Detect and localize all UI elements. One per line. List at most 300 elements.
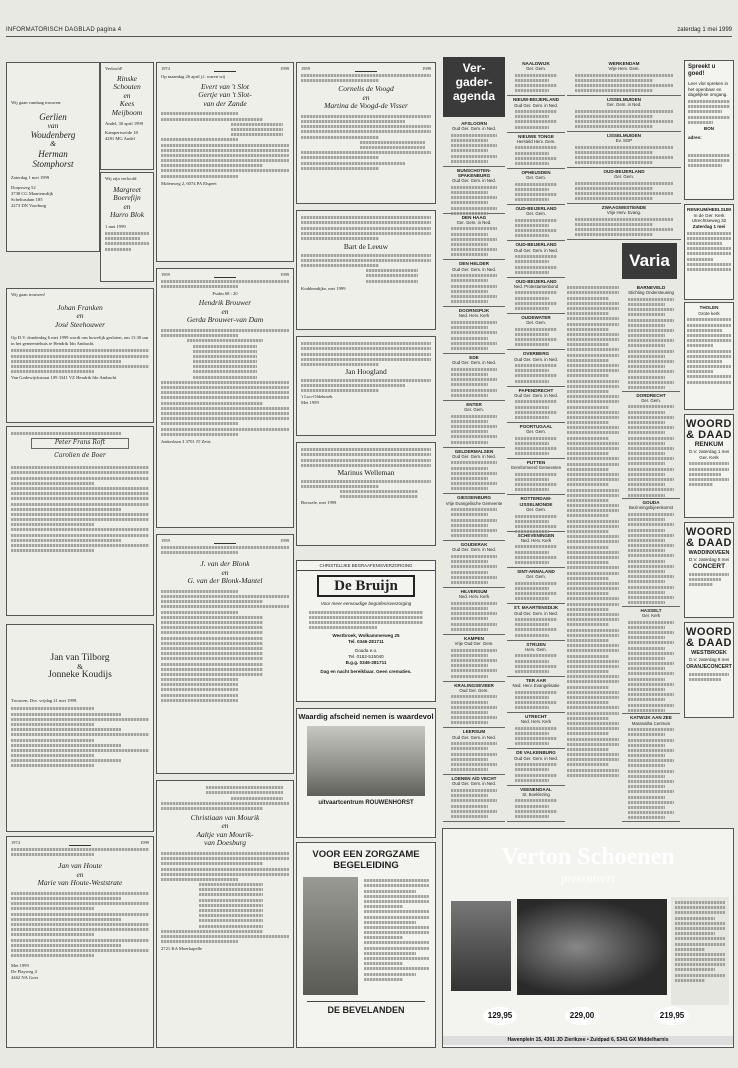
text-lines	[301, 342, 431, 366]
text-lines	[105, 232, 149, 251]
church-type: Ger. Gem. in Ned.	[606, 102, 642, 108]
text-lines	[689, 462, 729, 486]
text-lines	[688, 100, 730, 124]
church-town: STRIJEN	[526, 641, 546, 647]
church-type: Ned. Herv. Kerk	[520, 719, 552, 725]
church-listing	[567, 60, 681, 96]
church-listing	[622, 284, 680, 392]
text-lines	[515, 183, 557, 202]
ad-line: D.V. zaterdag 8 mei	[688, 557, 730, 562]
name-line: en	[76, 311, 84, 321]
text-lines	[161, 546, 289, 554]
church-listing	[507, 133, 565, 169]
text-lines	[451, 186, 497, 215]
notice-date: Trouwen, Dsv. vrijdag 21 mei 1999.	[11, 697, 78, 703]
ad-address: Havenplein 15, 4301 JD Zierikzee • Zuidpad 6, 5341 GX Middelharnis	[443, 1036, 733, 1045]
text-lines	[628, 405, 674, 496]
logo-line: WOORD	[686, 526, 732, 538]
church-listing	[507, 786, 565, 822]
name-line: en	[221, 567, 229, 577]
ad-photo	[303, 877, 358, 995]
church-type: Oud Ger. Gem. in Ned.	[452, 126, 496, 132]
church-type: Vrije Evangelische Gemeente	[445, 500, 503, 506]
name-line: en	[76, 869, 84, 879]
church-type: Ger. Kerk	[641, 613, 661, 619]
church-listing	[443, 354, 505, 401]
ad-title: WESTBROEK	[691, 650, 727, 656]
notice-franken	[6, 288, 154, 423]
notice-date: Andel, 30 april 1999	[105, 121, 144, 127]
ad-title: Verton Schoenen	[501, 844, 675, 870]
ad-line: D.V. zaterdag 8 mei	[688, 657, 730, 662]
church-type: Ger. Gem.	[526, 429, 546, 435]
church-town: LOENEN A/D VECHT	[451, 776, 497, 782]
text-lines	[451, 602, 497, 631]
text-lines	[515, 364, 557, 383]
year-right: 1999	[140, 840, 149, 845]
text-lines	[451, 742, 497, 771]
year-left: 1959	[161, 272, 170, 277]
year-strip	[301, 66, 431, 72]
church-listing	[507, 387, 565, 423]
name-line: Hendrik Brouwer	[198, 298, 252, 308]
text-lines	[161, 852, 289, 943]
year-strip	[161, 66, 289, 72]
text-lines	[451, 508, 497, 537]
church-type: Bezinningsbijeenkomst	[629, 505, 673, 511]
church-town: OUD-BEIJERLAND	[515, 206, 557, 212]
ad-de-bruijn	[296, 560, 436, 702]
church-town: UTRECHT	[525, 714, 547, 720]
name-line: Jonneke Koudijs	[48, 670, 112, 680]
header-right: zaterdag 1 mei 1999	[677, 27, 732, 33]
ad-line: Grote kerk	[698, 310, 720, 316]
notice-date: Mei 1999	[11, 963, 29, 969]
text-lines	[451, 274, 497, 303]
notice-body: Op D.V. donderdag 6 mei 1999 wordt ons huwelijk gesloten, om 13.30 uur in het gemeentehuis te Hendrik Ido Ambacht.	[11, 335, 149, 347]
church-listing	[507, 205, 565, 241]
logo-line: & DAAD	[686, 537, 732, 549]
shoe-photo	[451, 901, 511, 991]
address-line: De Playweg 4	[11, 969, 37, 975]
logo-line: WOORD	[686, 626, 732, 638]
text-lines	[575, 146, 673, 165]
text-panel	[671, 897, 729, 1005]
name-line: Woudenberg	[30, 130, 76, 141]
church-town: ZWAAGWESTEINDE	[601, 205, 647, 210]
ad-title: Spreekt u goed!	[688, 64, 716, 77]
church-town: POORTUGAAL	[519, 423, 553, 429]
church-town: KAMPEN	[464, 635, 484, 641]
ad-title: BEGELEIDING	[333, 860, 399, 871]
church-listing	[567, 96, 681, 132]
church-type: Vrije Herv. Evang.	[606, 210, 642, 216]
name-line: van der Zande	[203, 98, 247, 108]
church-town: OPHEUSDEN	[521, 169, 551, 175]
church-listing	[507, 350, 565, 386]
text-lines	[515, 219, 557, 238]
year-right: 1999	[280, 66, 289, 71]
name-line: Marinus Welleman	[337, 467, 395, 477]
ad-verton-schoenen	[442, 828, 734, 1048]
agenda-line: agenda	[452, 89, 495, 103]
church-town: DEN HAAG	[461, 214, 487, 220]
church-town: SINT-ANNALAND	[517, 569, 555, 574]
name-line: G. van der Blonk-Mantel	[187, 576, 263, 586]
varia-banner: Varia	[622, 243, 677, 279]
church-town: OUDEWATER	[521, 315, 551, 320]
address-line: Jonkerlaan 3 3701 JT Zeist	[161, 438, 211, 444]
church-listing	[507, 278, 565, 314]
decor-line	[69, 840, 91, 846]
notice-jan	[296, 336, 436, 436]
ad-woord-daad-westbroek	[684, 622, 734, 718]
church-town: IJSSELMUIDEN	[607, 133, 641, 138]
ad-line: Ger. Kerk	[699, 454, 719, 460]
text-lines	[515, 727, 557, 746]
decor-line	[214, 538, 236, 544]
text-lines	[515, 400, 557, 419]
text-lines	[515, 763, 557, 782]
year-right: 1999	[280, 538, 289, 543]
ad-footer: uitvaartcentrum ROUWENHORST	[318, 800, 414, 806]
woord-daad-logo	[685, 523, 733, 549]
church-town: PAPENDRECHT	[518, 387, 554, 393]
notice-date: 1 mei 1999	[105, 223, 126, 229]
text-lines	[301, 480, 431, 499]
church-town: DORDRECHT	[636, 392, 666, 398]
address-line: Scheltusdam 185	[11, 196, 43, 202]
church-type: Ned. Herv. Evangelisatie	[512, 683, 560, 689]
church-town: BARNEVELD	[636, 285, 666, 290]
church-type: Oud Ger. Gem. in Ned.	[514, 356, 558, 362]
text-lines	[515, 691, 557, 710]
notice-rinske	[100, 62, 154, 170]
price-tag: 129,95	[483, 1007, 517, 1025]
ad-title: RENKUM/HEELSUM	[687, 207, 731, 212]
church-town: OUD-BEIJERLAND	[603, 169, 645, 174]
text-lines	[161, 786, 289, 810]
ad-tholen	[684, 302, 734, 410]
church-town: WERKENDAM	[608, 61, 640, 66]
church-town: NIEUW-BEIJERLAND	[512, 97, 560, 103]
church-type: Ger. Gem.	[526, 507, 546, 513]
church-type: Ned. Protestantenbond	[513, 284, 559, 289]
text-lines	[451, 695, 497, 724]
name-line: Marie van Houte-Weststrate	[37, 878, 123, 888]
logo-line: & DAAD	[686, 429, 732, 441]
ad-footer: Dag en nacht bereikbaar. Geen crematies.	[320, 669, 412, 675]
church-type: Ger. Gem.	[526, 211, 546, 217]
church-type: Ger. Gem.	[526, 320, 546, 326]
church-town: AFSLOORN	[461, 121, 487, 126]
text-lines	[11, 466, 149, 552]
name-line: Peter Frans Roft	[31, 438, 129, 449]
church-type: Ev. SGP	[615, 138, 633, 144]
name-line: Herman	[38, 148, 68, 159]
church-town: VEENENDAAL	[520, 786, 552, 792]
church-type: Oud Ger. Gem. in Ned.	[452, 266, 496, 272]
church-listing	[507, 568, 565, 604]
church-listing	[622, 714, 680, 822]
church-listing	[507, 749, 565, 785]
name-line: Jan van Houte	[58, 861, 102, 871]
text-lines	[628, 513, 674, 604]
ad-subtitle: Leer vlot spreken in het openbaar en dagelijkse omgang.	[688, 81, 729, 98]
ad-title: Waardig afscheid nemen is waardevol	[298, 712, 434, 721]
church-town: EDE	[469, 355, 479, 360]
text-lines	[515, 110, 557, 129]
name-line: en	[123, 90, 131, 100]
name-line: en	[123, 201, 131, 211]
church-listing	[443, 682, 505, 729]
church-type: Ger. Gem.	[614, 174, 634, 180]
name-line: Cornelis de Voogd	[338, 84, 394, 94]
ad-woord-daad-waddinxveen	[684, 522, 734, 618]
text-lines	[161, 590, 289, 702]
church-type: Ger. Gem.	[464, 407, 484, 413]
price-tag: 229,00	[565, 1007, 599, 1025]
text-lines	[515, 582, 557, 601]
church-listing	[443, 541, 505, 588]
text-lines	[309, 611, 423, 630]
text-lines	[11, 349, 149, 373]
name-line: Harro Blok	[109, 210, 145, 220]
text-lines	[575, 74, 673, 93]
text-lines	[451, 321, 497, 350]
church-type: Oud Ger. Gem. in Ned.	[452, 734, 496, 740]
ad-zorgzame	[296, 842, 436, 1048]
woord-daad-logo	[685, 415, 733, 441]
text-lines	[451, 368, 497, 397]
text-lines	[301, 216, 431, 240]
church-town: TER AAR	[525, 677, 547, 683]
vergaderagenda-banner	[443, 57, 505, 117]
name-line: en	[221, 306, 229, 316]
address-line: 4281 MG Andel	[105, 136, 135, 142]
text-lines	[688, 154, 730, 167]
notice-marinus	[296, 442, 436, 546]
church-listing	[507, 314, 565, 350]
text-lines	[301, 379, 431, 392]
ad-line: D.V. zaterdag 1 mei	[688, 449, 730, 454]
church-listing	[443, 588, 505, 635]
ad-title: VOOR EEN ZORGZAME	[312, 849, 420, 860]
text-lines	[451, 461, 497, 490]
text-lines	[161, 112, 289, 177]
text-lines	[575, 182, 673, 201]
notice-intro: Verloofd!	[105, 66, 123, 71]
church-type: Maranatha Centrum	[631, 720, 671, 726]
name-line: &	[50, 139, 56, 149]
church-listing	[507, 241, 565, 277]
church-town: ROTTERDAM-IJSSELMONDE	[519, 496, 553, 507]
year-left: 1959	[301, 66, 310, 71]
address-line: Van Godewijckstraat 109 3341 VZ Hendrik Ido Ambacht	[11, 375, 117, 381]
ad-spreekt	[684, 60, 734, 200]
church-listing	[443, 494, 505, 541]
ad-title: THOLEN	[699, 305, 719, 310]
notice-intro: Wij gaan vandaag trouwen:	[11, 100, 62, 105]
name-line: Boerefijn	[113, 193, 141, 203]
church-listing	[507, 641, 565, 677]
name-line: José Steehouwer	[54, 319, 106, 329]
church-type: Ned. Herv. Kerk	[520, 538, 552, 543]
text-lines	[515, 437, 557, 456]
name-line: Gerda Brouwer-van Dam	[186, 315, 264, 325]
text-lines	[628, 621, 674, 712]
text-lines	[451, 789, 497, 818]
church-listing	[443, 167, 505, 214]
church-town: IJSSELMUIDEN	[607, 97, 641, 102]
church-listing	[443, 635, 505, 682]
church-town: KATWIJK AAN ZEE	[630, 715, 672, 721]
church-town: OUD-BEIJERLAND	[515, 242, 557, 248]
text-lines	[567, 284, 619, 779]
name-line: Rinske	[117, 73, 137, 83]
text-lines	[515, 618, 557, 637]
church-listing	[443, 728, 505, 775]
text-lines	[515, 473, 557, 492]
building-photo	[307, 726, 425, 796]
name-line: Jan Hoogland	[345, 367, 387, 377]
notice-intro: Wij gaan trouwen!	[11, 292, 46, 297]
church-town: GELDERMALSEN	[454, 448, 494, 454]
text-lines	[11, 892, 149, 957]
church-town: DOORNSPIJK	[458, 308, 490, 314]
name-line: Gerlien	[39, 111, 67, 122]
place-date: Krabbendijke, mei 1999	[301, 285, 346, 291]
year-left: 1974	[11, 840, 20, 845]
church-type: Ger. Gem.	[641, 397, 661, 403]
church-listing	[507, 60, 565, 96]
ad-title: CONCERT	[692, 562, 726, 570]
decor-line	[214, 66, 236, 72]
header-left: INFORMATORISCH DAGBLAD pagina 4	[6, 27, 122, 33]
name-line: van	[47, 120, 59, 130]
church-town: NAALDWIJK	[522, 61, 550, 66]
church-town: ST. MAARTENSDIJK	[513, 605, 559, 611]
church-town: HILVERSUM	[460, 589, 488, 594]
church-type: Ger. Gem.	[526, 175, 546, 181]
ad-renkum-heelsum	[684, 204, 734, 300]
notice-mourik	[156, 780, 294, 1048]
text-lines	[515, 255, 557, 274]
ad-line: Zaterdag 1 mei	[692, 223, 726, 229]
notice-bart	[296, 210, 436, 330]
church-listing	[507, 713, 565, 749]
ad-tagline: Voor meer eenvoudige begrafenisverzorging	[320, 601, 412, 606]
church-type: Oud Ger. Gem.	[459, 687, 489, 693]
church-listing	[567, 204, 681, 240]
ad-footer: DE BEVELANDEN	[307, 1001, 425, 1015]
year-right: 1999	[422, 66, 431, 71]
address-label: adres:	[688, 134, 702, 140]
agenda-line: gader-	[455, 75, 493, 89]
church-type: Herv. Gem.	[525, 646, 547, 652]
text-lines	[515, 545, 557, 564]
ad-phone: B.g.g. 0346-281711	[345, 659, 387, 665]
notice-margreet	[100, 172, 154, 282]
logo-line: & DAAD	[686, 637, 732, 649]
text-lines	[301, 448, 431, 467]
church-type: Oud Ger. Gem. in Ned.	[514, 755, 558, 761]
shoes-photo	[517, 899, 667, 995]
name-line: Martina de Voogd-de Visser	[324, 101, 408, 111]
name-line: Meijboom	[111, 107, 143, 117]
text-lines	[451, 415, 497, 444]
address-line: 2273 DN Voorburg	[11, 202, 47, 208]
name-line: Bart de Leeuw	[343, 241, 389, 251]
name-line: Carolien de Boer	[54, 451, 106, 459]
place-date: 't Loo-Oldebroek	[301, 394, 333, 400]
name-line: Stomphorst	[32, 158, 74, 169]
church-town: GOUDERAK	[460, 542, 488, 548]
church-type: St. Boeklezing	[522, 792, 550, 797]
address-line: 4462 NA Goes	[11, 974, 39, 980]
address-line: Molenweg 2, 6074 PA Elspeet	[161, 180, 217, 186]
church-town: GOUDA	[642, 500, 660, 506]
text-lines	[451, 555, 497, 584]
church-listing	[443, 448, 505, 495]
text-lines	[451, 134, 497, 163]
name-line: Johan Franken	[57, 302, 103, 312]
text-lines	[687, 318, 731, 383]
ad-waardig	[296, 708, 436, 838]
church-listing	[507, 532, 565, 568]
text-lines	[301, 74, 431, 82]
ad-logo: De Bruijn	[317, 575, 415, 597]
notice-gerlien	[6, 62, 100, 252]
church-listing	[507, 459, 565, 495]
text-lines	[689, 673, 729, 681]
text-lines	[687, 232, 731, 271]
year-left: 1959	[161, 538, 170, 543]
address-line: 3738 CG Maartensdijk	[11, 190, 54, 196]
text-lines	[11, 432, 149, 435]
text-lines	[689, 573, 729, 586]
text-lines	[11, 848, 149, 856]
ad-title: RENKUM	[694, 441, 724, 448]
notice-tilborg	[6, 624, 154, 832]
church-town: ENTER	[466, 401, 482, 407]
church-town: GIESSENBURG	[457, 495, 491, 501]
church-listing	[567, 168, 681, 204]
church-type: Gereformeerd Gemeenten	[510, 465, 562, 471]
text-lines	[451, 227, 497, 256]
ad-title: WADDINXVEEN	[688, 550, 730, 556]
church-type: Oud Ger. Gem. in Ned.	[514, 102, 558, 108]
notice-intro: Wij zijn verloofd	[105, 176, 137, 181]
address-line: Kampertweide 18	[105, 130, 138, 136]
church-listing	[443, 260, 505, 307]
church-town: HASSELT	[640, 607, 662, 613]
church-type: Vrije Herv. Gem.	[608, 66, 640, 72]
name-line: &	[77, 661, 83, 671]
text-lines	[515, 799, 557, 818]
text-lines	[161, 329, 289, 436]
church-listing	[622, 607, 680, 715]
year-strip	[161, 538, 289, 544]
church-listing	[507, 169, 565, 205]
church-town: KRALINGSEVEER	[454, 682, 494, 688]
church-type: Ger. Gem.	[526, 574, 546, 580]
church-type: Hersteld Herv. Gem.	[516, 138, 556, 144]
text-lines	[628, 298, 674, 389]
text-lines	[451, 649, 497, 678]
ad-top-line: CHRISTELIJKE BEGRAAFENISVERZORGING	[297, 561, 435, 571]
ad-phone: Tel. 0346-281711	[348, 638, 384, 644]
